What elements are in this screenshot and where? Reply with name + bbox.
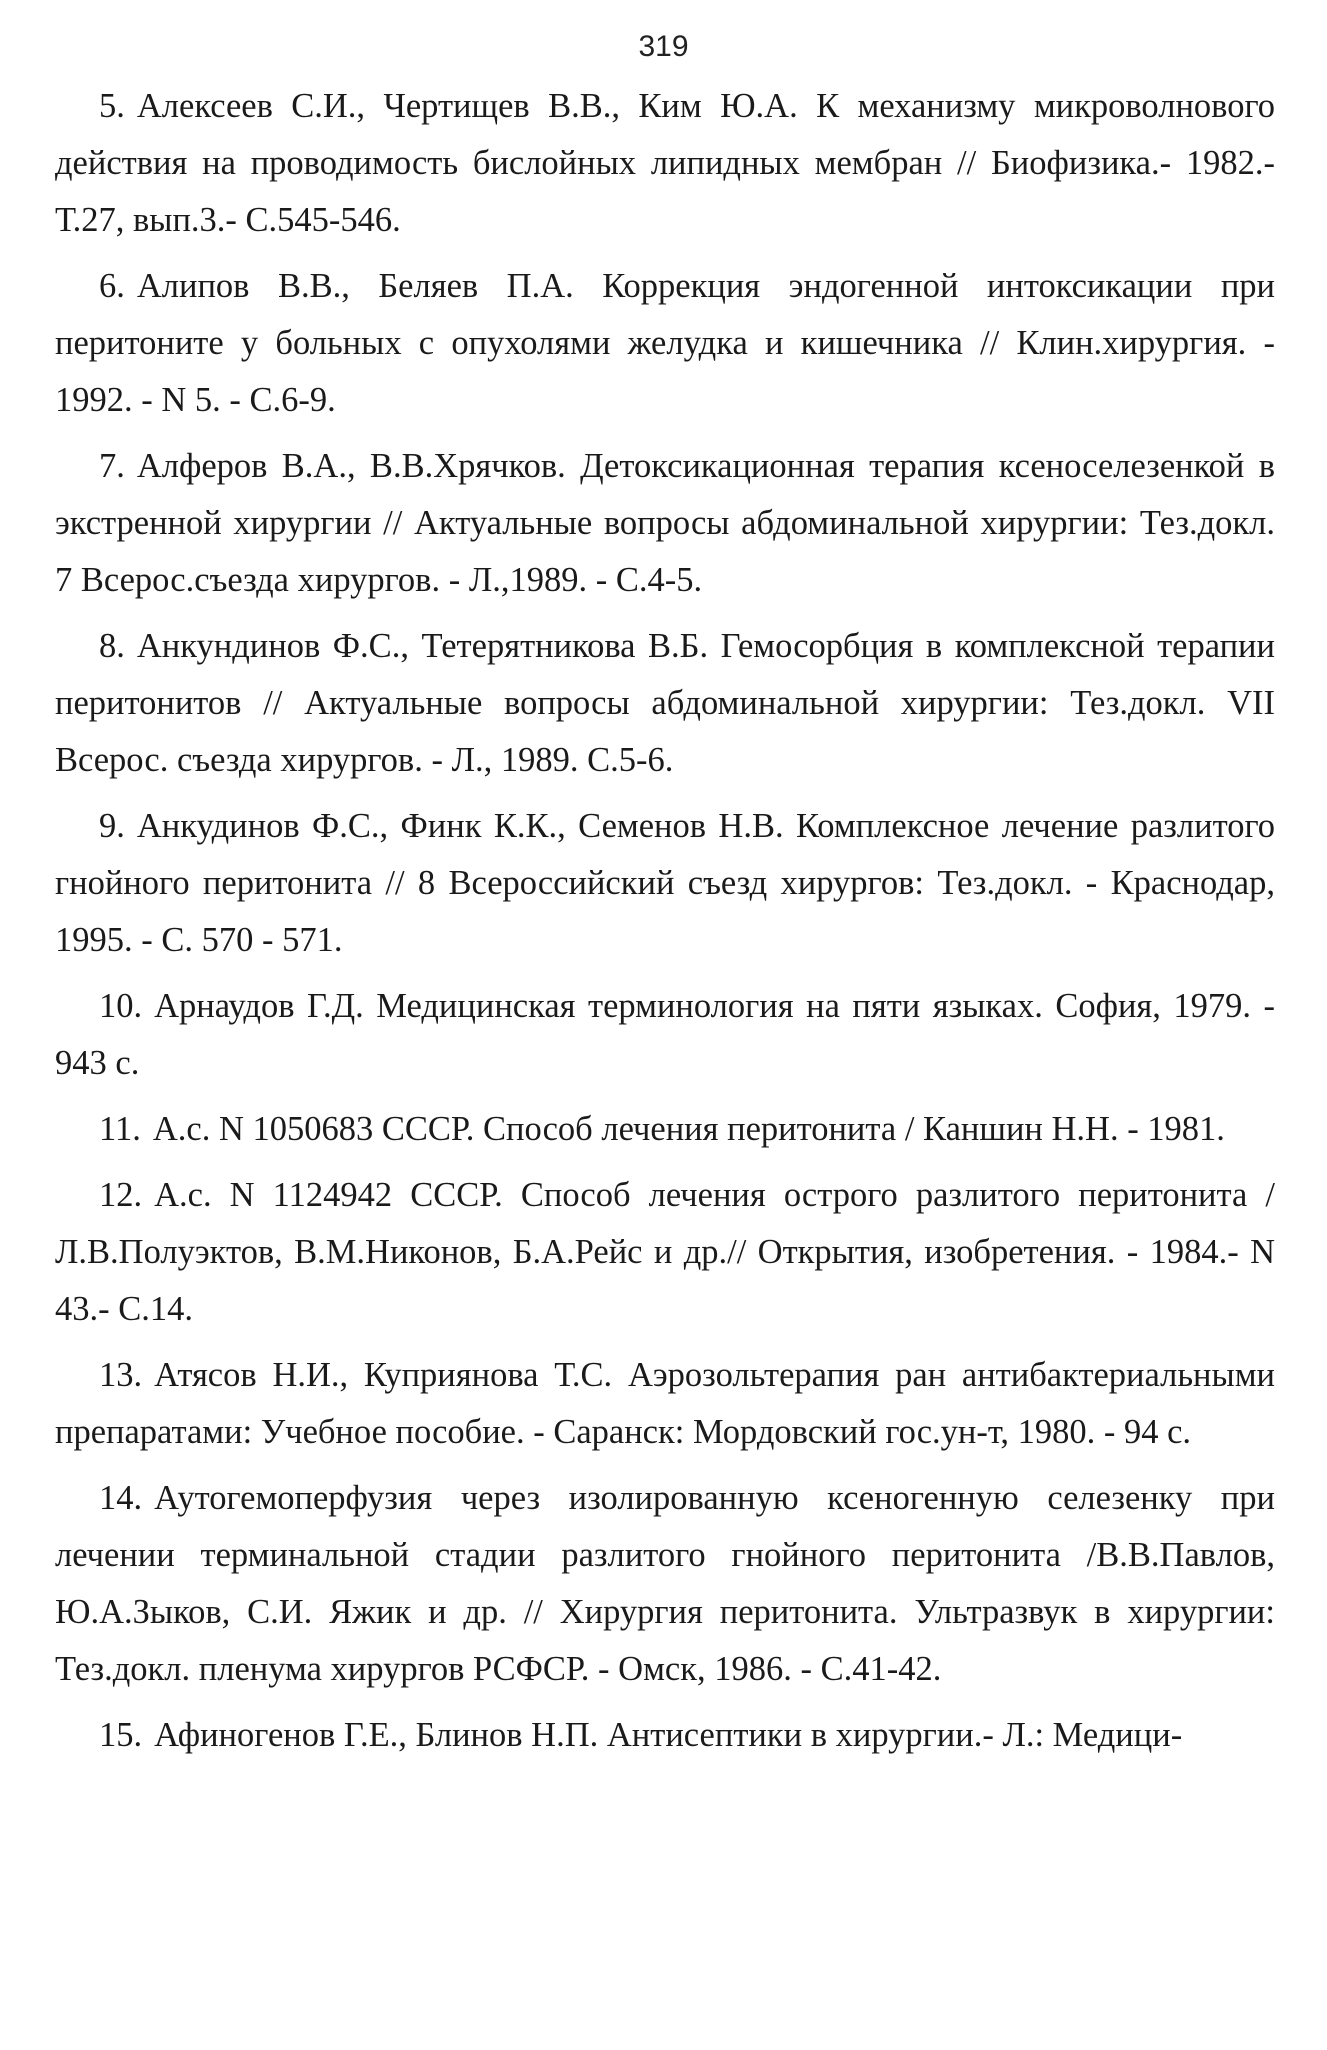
reference-item — [55, 78, 1275, 249]
reference-text: Алипов В.В., Беляев П.А. Коррекция эндогенной интоксикации при перитоните у больных с опухолями желудка и кишечника // Клин.хирургия. - 1992. - N 5. - С.6-9. — [55, 267, 1275, 419]
reference-text: А.с. N 1124942 СССР. Способ лечения острого разлитого перитонита /Л.В.Полуэктов, В.М.Никонов, Б.А.Рейс и др.// Открытия, изобретения. - 1984.- N 43.- С.14. — [55, 1176, 1275, 1328]
reference-list — [55, 78, 1275, 1773]
reference-item — [55, 438, 1275, 609]
reference-item — [55, 1470, 1275, 1698]
reference-item — [55, 1167, 1275, 1338]
page-number: 319 — [638, 30, 689, 63]
reference-text: Алферов В.А., В.В.Хрячков. Детоксикационная терапия ксеноселезенкой в экстренной хирургии // Актуальные вопросы абдоминальной хирургии: Тез.докл. 7 Всерос.съезда хирургов. - Л.,1989. - С.4-5. — [55, 447, 1275, 599]
reference-text: Атясов Н.И., Куприянова Т.С. Аэрозольтерапия ран антибактериальными препаратами: Учебное пособие. - Саранск: Мордовский гос.ун-т, 1980. - 94 с. — [55, 1356, 1275, 1451]
reference-item — [55, 1347, 1275, 1461]
reference-number: 6. — [99, 267, 125, 305]
reference-number: 10. — [99, 987, 143, 1025]
reference-text: Арнаудов Г.Д. Медицинская терминология на пяти языках. София, 1979. - 943 с. — [55, 987, 1275, 1082]
reference-number: 8. — [99, 627, 125, 665]
reference-item — [55, 1101, 1275, 1158]
reference-number: 9. — [99, 807, 125, 845]
reference-item — [55, 1707, 1275, 1764]
reference-item — [55, 978, 1275, 1092]
reference-number: 5. — [99, 87, 125, 125]
reference-item — [55, 618, 1275, 789]
reference-text: Анкудинов Ф.С., Финк К.К., Семенов Н.В. Комплексное лечение разлитого гнойного перитонита // 8 Всероссийский съезд хирургов: Тез.докл. - Краснодар, 1995. - С. 570 - 571. — [55, 807, 1275, 959]
reference-item — [55, 258, 1275, 429]
reference-text: Аутогемоперфузия через изолированную ксеногенную селезенку при лечении терминальной стадии разлитого гнойного перитонита /В.В.Павлов, Ю.А.Зыков, С.И. Яжик и др. // Хирургия перитонита. Ультразвук в хирургии: Тез.докл. пленума хирургов РСФСР. - Омск, 1986. - С.41-42. — [55, 1479, 1275, 1688]
reference-number: 12. — [99, 1176, 143, 1214]
reference-number: 15. — [99, 1716, 143, 1754]
reference-text: Афиногенов Г.Е., Блинов Н.П. Антисептики в хирургии.- Л.: Медици- — [154, 1716, 1183, 1754]
reference-number: 13. — [99, 1356, 143, 1394]
reference-text: А.с. N 1050683 СССР. Способ лечения перитонита / Каншин Н.Н. - 1981. — [152, 1110, 1225, 1148]
reference-text: Алексеев С.И., Чертищев В.В., Ким Ю.А. К механизму микроволнового действия на проводимость бислойных липидных мембран // Биофизика.- 1982.- Т.27, вып.3.- С.545-546. — [55, 87, 1275, 239]
reference-number: 7. — [99, 447, 125, 485]
reference-number: 11. — [99, 1110, 141, 1148]
reference-text: Анкундинов Ф.С., Тетерятникова В.Б. Гемосорбция в комплексной терапии перитонитов // Актуальные вопросы абдоминальной хирургии: Тез.докл. VII Всерос. съезда хирургов. - Л., 1989. С.5-6. — [55, 627, 1275, 779]
reference-number: 14. — [99, 1479, 143, 1517]
reference-item — [55, 798, 1275, 969]
